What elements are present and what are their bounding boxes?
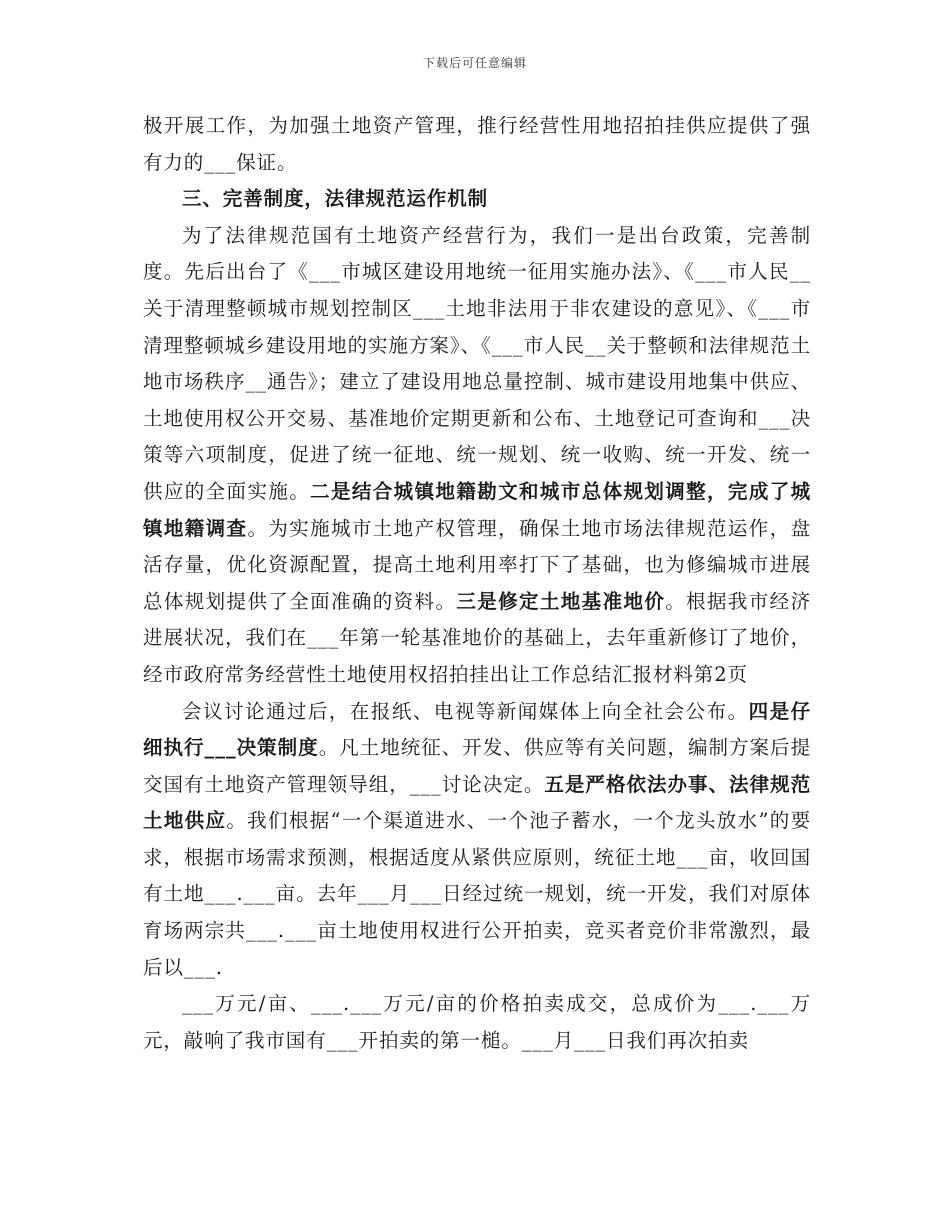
paragraph-decision xyxy=(143,694,811,987)
paragraph-text: 为了法律规范国有土地资产经营行为，我们一是出台政策，完善制度。先后出台了《___市城区建设用地统一征用实施办法》、《___市人民__关于清理整顿城市规划控制区___土地非法用于非农建设的意见》、《___市清理整顿城乡建设用地的实施方案》、《___市人民__关于整顿和法律规范土地市场秩序__通告》；建立了建设用地总量控制、城市建设用地集中供应、土地使用权公开交易、基准地价定期更新和公布、土地登记可查询和___决策等六项制度，促进了统一征地、统一规划、统一收购、统一开发、统一供应的全面实施。 xyxy=(143,223,811,503)
paragraph-text: 。根据我市经济进展状况，我们在___年第一轮基准地价的基础上，去年重新修订了地价，经市政府常务经营性土地使用权招拍挂出让工作总结汇报材料第2页 xyxy=(143,589,811,686)
bold-point-two: 二是结合城镇地籍勘文和城市总体规划调整，完成了城镇地籍调查 xyxy=(143,479,811,540)
paragraph-continuation: 极开展工作，为加强土地资产管理，推行经营性用地招拍挂供应提供了强有力的___保证。 xyxy=(143,114,811,174)
bold-point-five: 五是严格依法办事、法律规范土地供应 xyxy=(143,772,812,833)
paragraph-text: 。凡土地统征、开发、供应等有关问题，编制方案后提交国有土地资产管理领导组，___讨论决定。 xyxy=(143,736,811,796)
paragraph-text: 。我们根据“一个渠道进水、一个池子蓄水，一个龙头放水”的要求，根据市场需求预测，根据适度从紧供应原则，统征土地___亩，收回国有土地___.___亩。去年___月___日经过统一规划，统一开发，我们对原体育场两宗共___.___亩土地使用权进行公开拍卖，竞买者竞价非常激烈，最后以___. xyxy=(143,809,811,979)
bold-point-three: 三是修定土地基准地价 xyxy=(456,589,666,613)
paragraph-auction: ___万元/亩、___.___万元/亩的价格拍卖成交，总成价为___.___万元，敲响了我市国有___开拍卖的第一槌。___月___日我们再次拍卖 xyxy=(143,992,811,1052)
section-heading: 三、完善制度，法律规范运作机制 xyxy=(182,187,489,211)
paragraph-regulation xyxy=(143,218,811,694)
bold-point-four: 四是仔细执行___决策制度 xyxy=(143,699,811,760)
document-body xyxy=(143,108,811,1059)
page-header: 下载后可任意编辑 xyxy=(422,56,527,70)
paragraph-text: 会议讨论通过后，在报纸、电视等新闻媒体上向全社会公布。 xyxy=(182,699,749,723)
paragraph-text: 。为实施城市土地产权管理，确保土地市场法律规范运作，盘活存量，优化资源配置，提高土地利用率打下了基础，也为修编城市进展总体规划提供了全面准确的资料。 xyxy=(143,516,811,613)
